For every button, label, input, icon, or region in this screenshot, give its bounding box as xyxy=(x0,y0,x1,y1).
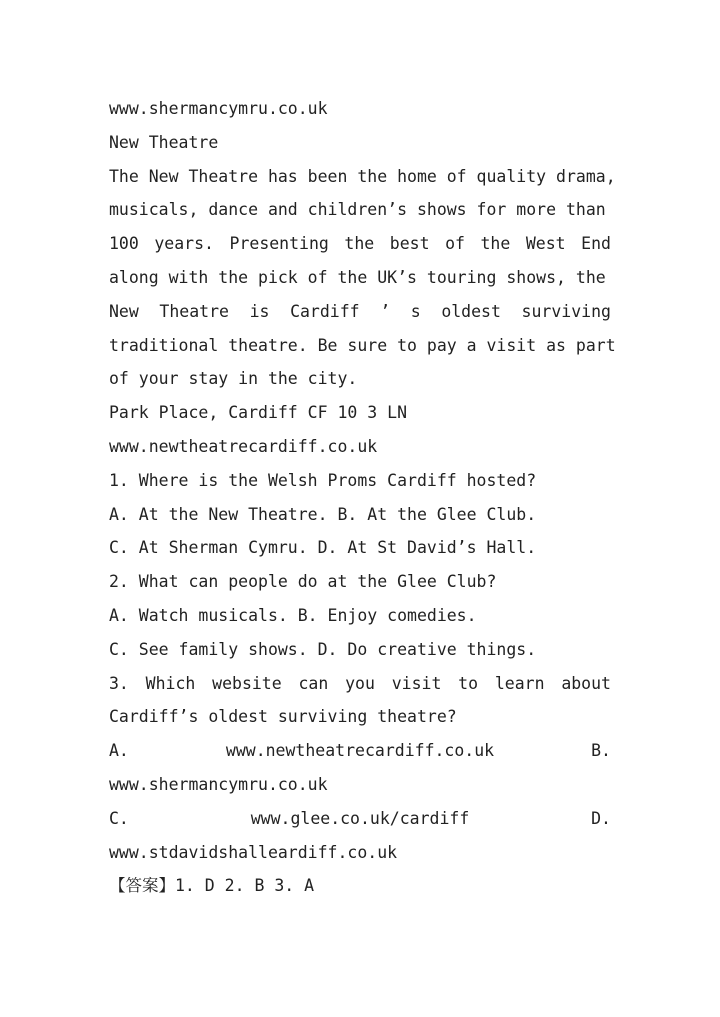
question-3-line-2: Cardiff’s oldest surviving theatre? xyxy=(109,707,457,727)
word: is xyxy=(249,301,270,321)
question-2-options-cd: C. See family shows. D. Do creative things. xyxy=(109,639,537,659)
word: ’ xyxy=(380,301,391,321)
word: Theatre xyxy=(159,301,229,321)
word: about xyxy=(561,673,611,693)
word: visit xyxy=(391,673,442,693)
word: surviving xyxy=(521,301,611,321)
question-1: 1. Where is the Welsh Proms Cardiff hosted? xyxy=(109,470,537,490)
word: to xyxy=(458,673,479,693)
word: 100 xyxy=(109,234,139,254)
new-theatre-url: www.newtheatrecardiff.co.uk xyxy=(109,436,378,456)
question-1-options-ab: A. At the New Theatre. B. At the Glee Club. xyxy=(109,504,537,524)
new-theatre-text-line-4: along with the pick of the UK’s touring shows, the xyxy=(109,267,606,287)
word: 3. xyxy=(109,673,129,693)
new-theatre-text-line-1: The New Theatre has been the home of quality drama, xyxy=(109,166,616,186)
option-b-label: B. xyxy=(591,741,611,761)
word: oldest xyxy=(441,301,501,321)
word: the xyxy=(480,234,511,254)
word: New xyxy=(109,301,139,321)
word: End xyxy=(581,234,611,254)
document-page xyxy=(109,92,616,903)
word: West xyxy=(525,234,566,254)
word: you xyxy=(345,673,375,693)
new-theatre-text-line-6: traditional theatre. Be sure to pay a visit as part xyxy=(109,335,616,355)
option-a-url: www.newtheatrecardiff.co.uk xyxy=(225,741,495,761)
word: Which xyxy=(145,673,196,693)
word: website xyxy=(212,673,282,693)
word: Presenting xyxy=(229,234,329,254)
new-theatre-text-line-7: of your stay in the city. xyxy=(109,369,358,389)
question-1-options-cd: C. At Sherman Cymru. D. At St David’s Hall. xyxy=(109,538,537,558)
question-3-options-ab xyxy=(109,734,611,768)
question-2-options-ab: A. Watch musicals. B. Enjoy comedies. xyxy=(109,605,477,625)
new-theatre-text-line-3 xyxy=(109,227,611,261)
word: learn xyxy=(494,673,545,693)
option-d-label: D. xyxy=(591,808,611,828)
word: can xyxy=(298,673,329,693)
word: the xyxy=(344,234,375,254)
question-3-options-cd xyxy=(109,802,611,836)
new-theatre-text-line-2: musicals, dance and children’s shows for more than xyxy=(109,200,606,220)
new-theatre-heading: New Theatre xyxy=(109,132,219,152)
sherman-url: www.shermancymru.co.uk xyxy=(109,99,328,118)
word: s xyxy=(410,301,421,321)
answer-key: 【答案】1. D 2. B 3. A xyxy=(109,876,315,896)
option-b-url: www.shermancymru.co.uk xyxy=(109,774,328,794)
option-d-url: www.stdavidshalleardiff.co.uk xyxy=(109,842,398,862)
option-c-label: C. xyxy=(109,808,129,828)
word: years. xyxy=(154,234,214,254)
question-3 xyxy=(109,667,611,701)
option-a-label: A. xyxy=(109,741,129,761)
new-theatre-text-line-5 xyxy=(109,295,611,329)
new-theatre-address: Park Place, Cardiff CF 10 3 LN xyxy=(109,403,408,423)
option-c-url: www.glee.co.uk/cardiff xyxy=(250,808,470,828)
word: Cardiff xyxy=(290,301,360,321)
word: best xyxy=(389,234,430,254)
question-2: 2. What can people do at the Glee Club? xyxy=(109,572,497,592)
word: of xyxy=(445,234,465,254)
